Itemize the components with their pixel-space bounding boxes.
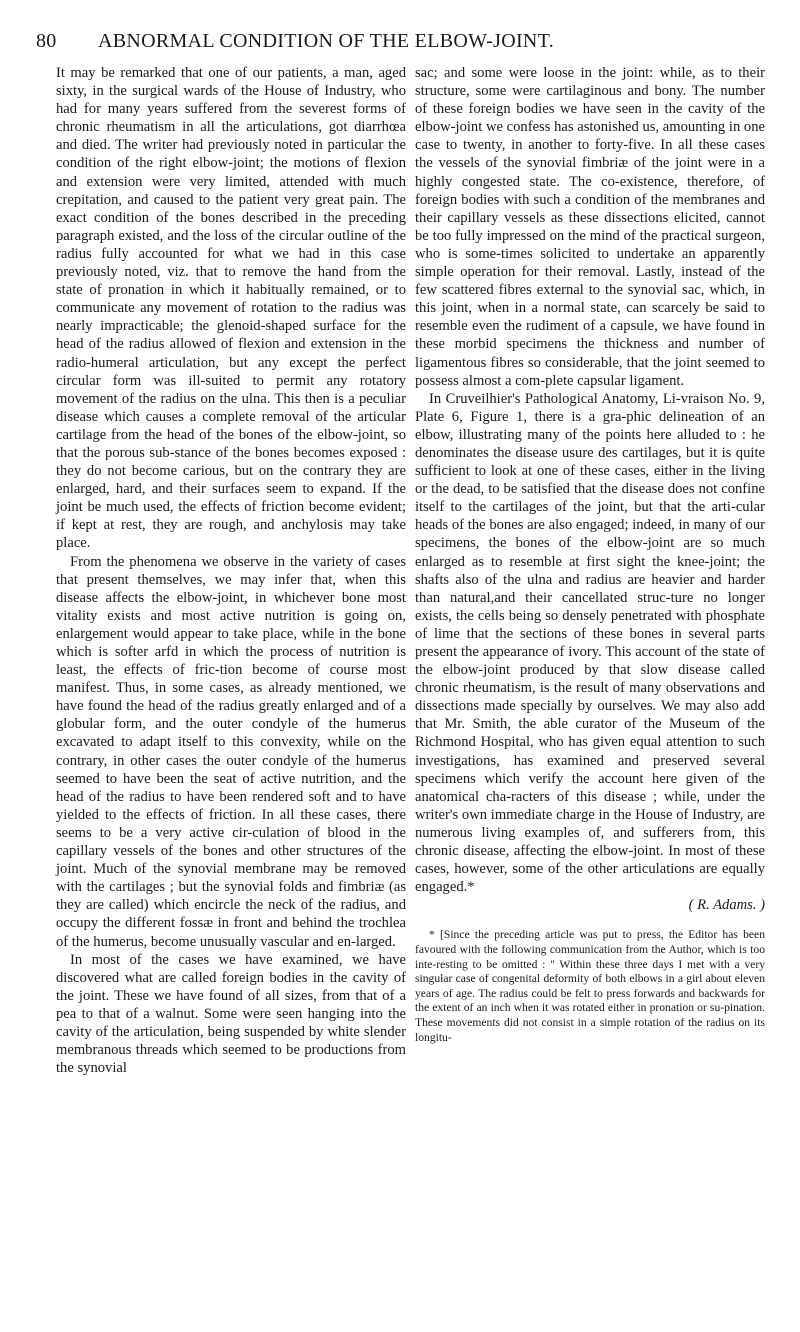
author-signature: ( R. Adams. ) [688,897,765,914]
paragraph: In Cruveilhier's Pathological Anatomy, Li-vraison No. 9, Plate 6, Figure 1, there is a gra-phic delineation of an elbow, illustrating many of the points here alluded to : he denominates the disease usure des cartilages, but it is quite sufficient to look at one of these cases, either in the living or the dead, to be satisfied that the disease does not confine itself to the cartilages of the joint, but that the arti-cular heads of the bones are also engaged; indeed, in many of our specimens, the bones of the elbow-joint are so much enlarged as to resemble at first sight the knee-joint; the shafts also of the ulna and radius are heavier and harder than natural,and their cancellated struc-ture no longer exists, the cells being so densely penetrated with phosphate of lime that the sections of these bones in several parts present the appearance of ivory. This account of the state of the elbow-joint produced by that slow disease called chronic rheumatism, is the result of many observations and dissections made specially by ourselves. We may also add that Mr. Smith, the able curator of the Museum of the Richmond Hospital, who has given equal attention to such investigations, has examined and preserved several specimens which verify the account here given of the anatomical cha-racters of this disease ; while, under the writer's own immediate charge in the House of Industry, are numerous living examples of, and sufferers from, this chronic disease, affecting the elbow-joint. In most of these cases, however, some of the other articulations are equally engaged.* [415,390,765,896]
paragraph: In most of the cases we have examined, we have discovered what are called foreign bodies in the cavity of the joint. These we have found of all sizes, from that of a pea to that of a walnut. Some were seen hanging into the cavity of the articulation, being suspended by white slender membranous threads which seemed to be productions from the synovial [56,951,406,1077]
footnote: * [Since the preceding article was put to press, the Editor has been favoured with the following communication from the Author, which is too inte-resting to be omitted : " Within these three days I met with a very singular case of congenital deformity of both elbows in a girl about eleven years of age. The radius could be felt to press forwards and backwards for the extent of an inch when it was rotated either in pronation or su-pination. These movements did not consist in a simple rotation of the radius on its longitu- [415,928,765,1044]
paragraph: From the phenomena we observe in the variety of cases that present themselves, we may infer that, when this disease affects the elbow-joint, in whichever bone most vitality exists and most active nutrition is going on, enlargement would appear to take place, while in the bone which is softer arfd in which the process of nutrition is least, the effects of fric-tion become of course most manifest. Thus, in some cases, as already mentioned, we have found the head of the radius greatly enlarged and of a globular form, and the outer condyle of the humerus excavated to adapt itself to this convexity, while on the contrary, in other cases the outer condyle of the humerus seemed to have been the seat of active nutrition, and the head of the radius to have been rendered soft and to have yielded to the effects of friction. In all these cases, there seems to be a very active cir-culation of blood in the capillary vessels of the bones and other structures of the joint. Much of the synovial membrane may be removed with the cartilages ; but the synovial folds and fimbriæ (as they are called) which encircle the neck of the radius, and occupy the different fossæ in front and behind the trochlea of the humerus, become unusually vascular and en-larged. [56,553,406,950]
running-title: ABNORMAL CONDITION OF THE ELBOW-JOINT. [98,30,554,52]
footnote-separator [415,914,765,928]
page-number: 80 [36,30,57,52]
paragraph: It may be remarked that one of our patients, a man, aged sixty, in the surgical wards of the House of Industry, who had for many years suffered from the severest forms of chronic rheumatism in all the articulations, got diarrhœa and died. The writer had previously noted in particular the condition of the right elbow-joint; the motions of flexion and extension were very limited, attended with much crepitation, and caused to the patient very great pain. The exact condition of the bones described in the preceding paragraph existed, and the loss of the circular outline of the radius fully accounted for what we had in this case previously noted, viz. that to remove the hand from the state of pronation in which it habitually remained, or to communicate any movement of rotation to the radius was nearly impracticable; the glenoid-shaped surface for the head of the radius allowed of flexion and extension in the radio-humeral articulation, but any except the perfect circular form was ill-suited to permit any rotatory movement of the radius on the ulna. This then is a peculiar disease which causes a complete removal of the articular cartilage from the head of the bones of the elbow-joint, so that the porous sub-stance of the bones becomes exposed : they do not become carious, but on the contrary they are enlarged, hard, and their surfaces seem to expand. If the joint be much used, the effects of friction become evident; if kept at rest, they are rough, and anchylosis may take place. [56,65,406,552]
running-header [36,30,766,56]
paragraph: sac; and some were loose in the joint: while, as to their structure, some were cartilaginous and bony. The number of these foreign bodies we have seen in the cavity of the elbow-joint we confess has astonished us, amounting in one case to twenty, in another to forty-five. In all these cases the vessels of the synovial fimbriæ of the joint were in a highly congested state. The co-existence, therefore, of foreign bodies with such a condition of the membranes and their capillary vessels as these dissections elicited, cannot be too fully impressed on the mind of the practical surgeon, who is some-times solicited to undertake an apparently simple operation for their removal. Lastly, instead of the few scattered fibres external to the synovial sac, which, in this joint, when in a normal state, can scarcely be said to resemble even the rudiment of a capsule, we have found in these morbid specimens the thickness and number of ligamentous fibres so considerable, that the joint seemed to possess almost a com-plete capsular ligament. [415,65,765,389]
left-column [56,64,406,1077]
right-column [415,64,765,1045]
